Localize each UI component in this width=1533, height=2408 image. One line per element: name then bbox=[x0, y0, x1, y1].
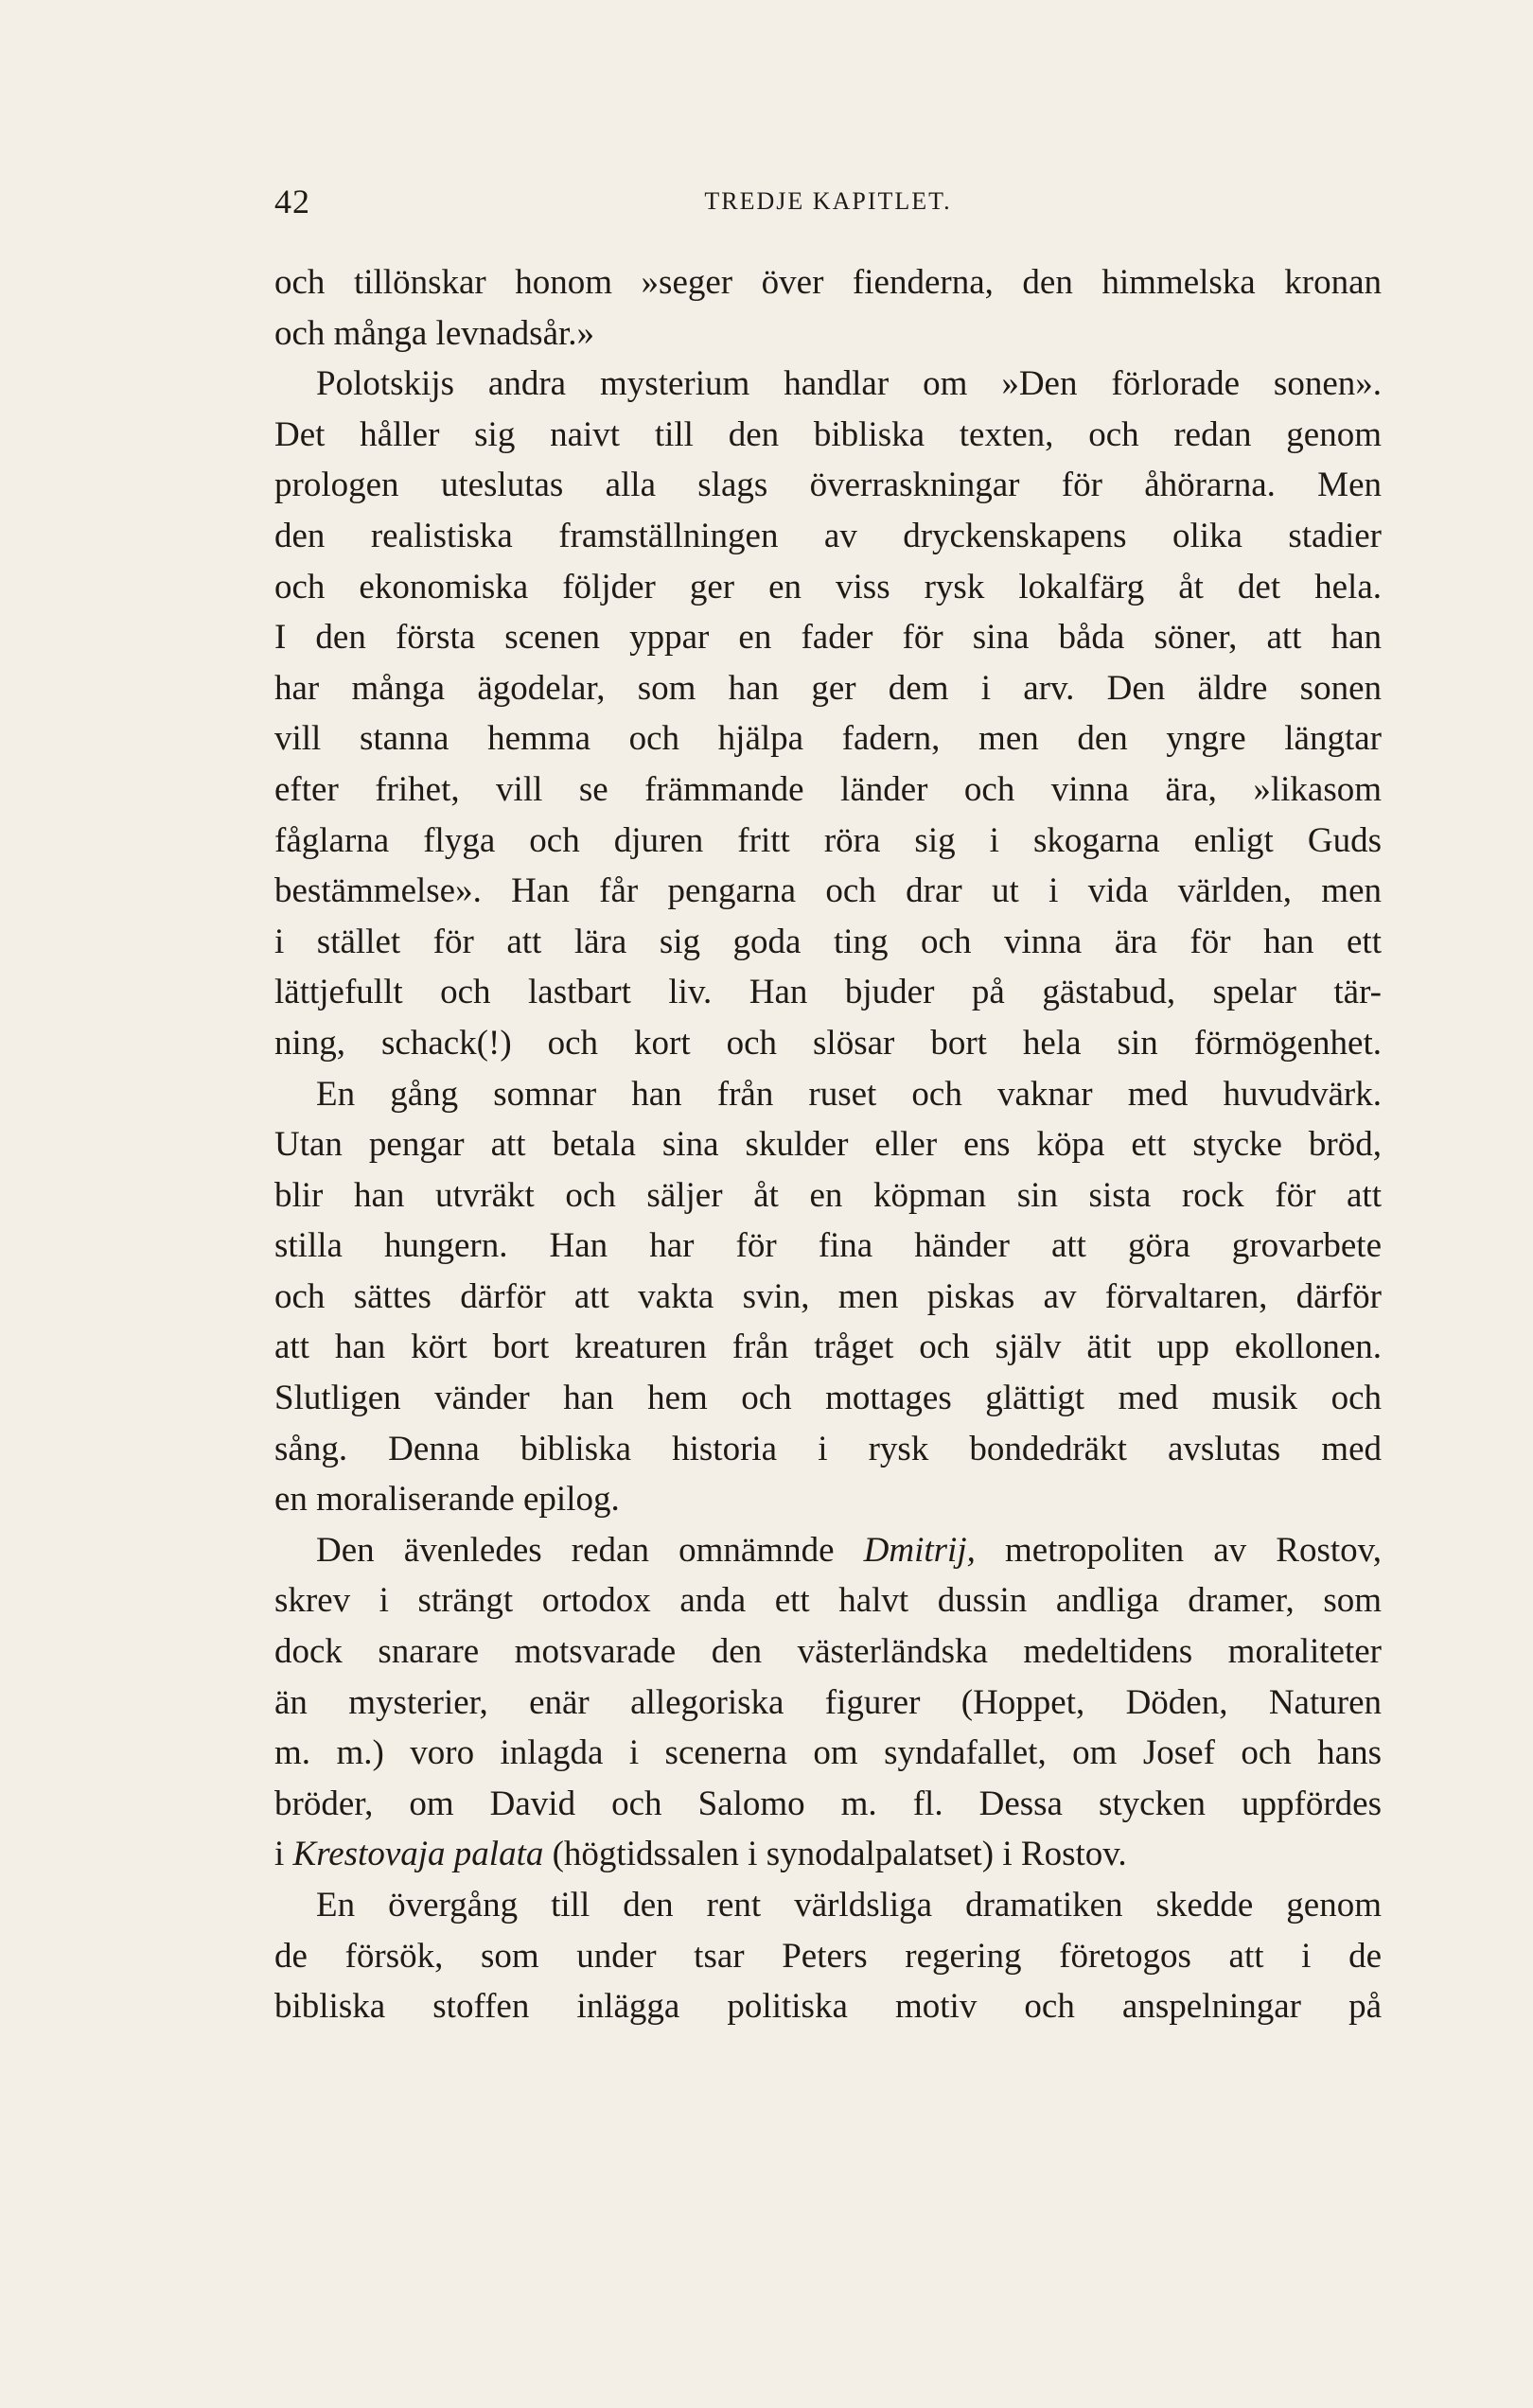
text-line: prologen uteslutas alla slags överraskningar för åhörarna. Men bbox=[274, 466, 1382, 505]
text-line: en moraliserande epilog. bbox=[274, 1480, 620, 1520]
text-line: bröder, om David och Salomo m. fl. Dessa stycken uppfördes bbox=[274, 1784, 1382, 1823]
text-line: Polotskijs andra mysterium handlar om »Den förlorade sonen». bbox=[316, 364, 1382, 404]
text-line: dock snarare motsvarade den västerländska medeltidens moraliteter bbox=[274, 1632, 1382, 1672]
text-line: än mysterier, enär allegoriska figurer (Hoppet, Döden, Naturen bbox=[274, 1682, 1382, 1722]
text-line: Slutligen vänder han hem och mottages glättigt med musik och bbox=[274, 1379, 1382, 1418]
body-text bbox=[274, 257, 1382, 2032]
text-line: och sättes därför att vakta svin, men piskas av förvaltaren, därför bbox=[274, 1276, 1382, 1316]
text-line: och många levnadsår.» bbox=[274, 313, 595, 353]
text-line: En gång somnar han från ruset och vaknar med huvudvärk. bbox=[316, 1074, 1382, 1114]
text-line: lättjefullt och lastbart liv. Han bjuder på gästabud, spelar tär- bbox=[274, 973, 1382, 1012]
text-line: fåglarna flyga och djuren fritt röra sig i skogarna enligt Guds bbox=[274, 820, 1382, 860]
text-line: Utan pengar att betala sina skulder eller ens köpa ett stycke bröd, bbox=[274, 1125, 1382, 1165]
text-line: En övergång till den rent världsliga dramatiken skedde genom bbox=[316, 1886, 1382, 1925]
chapter-title: TREDJE KAPITLET. bbox=[704, 187, 952, 215]
text-line: Det håller sig naivt till den bibliska texten, och redan genom bbox=[274, 414, 1382, 454]
text-line: m. m.) voro inlagda i scenerna om syndafallet, om Josef och hans bbox=[274, 1733, 1382, 1773]
text-line bbox=[274, 1525, 1382, 1576]
text-run: metropoliten av Rostov, bbox=[975, 1530, 1382, 1570]
text-line: bibliska stoffen inlägga politiska motiv och anspelningar på bbox=[274, 1987, 1382, 2027]
text-line: har många ägodelar, som han ger dem i arv. Den äldre sonen bbox=[274, 668, 1382, 708]
person-name-italic: Dmitrij, bbox=[863, 1530, 976, 1570]
text-line: de försök, som under tsar Peters regering företogos att i de bbox=[274, 1936, 1382, 1976]
text-line: bestämmelse». Han får pengarna och drar ut i vida världen, men bbox=[274, 871, 1382, 911]
page-number: 42 bbox=[274, 183, 310, 220]
text-line: efter frihet, vill se främmande länder och vinna ära, »likasom bbox=[274, 769, 1382, 809]
text-line: I den första scenen yppar en fader för sina båda söner, att han bbox=[274, 618, 1382, 658]
text-line: skrev i strängt ortodox anda ett halvt dussin andliga dramer, som bbox=[274, 1581, 1382, 1621]
text-line: i stället för att lära sig goda ting och vinna ära för han ett bbox=[274, 922, 1382, 961]
text-line: vill stanna hemma och hjälpa fadern, men den yngre längtar bbox=[274, 719, 1382, 759]
text-line: och ekonomiska följder ger en viss rysk lokalfärg åt det hela. bbox=[274, 567, 1382, 606]
running-head bbox=[274, 182, 1382, 223]
text-run: Den ävenledes redan omnämnde bbox=[316, 1530, 864, 1570]
place-name-italic: Krestovaja palata bbox=[292, 1835, 544, 1874]
text-line: stilla hungern. Han har för fina händer att göra grovarbete bbox=[274, 1226, 1382, 1266]
text-line: den realistiska framställningen av dryckenskapens olika stadier bbox=[274, 516, 1382, 555]
text-run: (högtidssalen i synodalpalatset) i Rostov. bbox=[543, 1835, 1127, 1874]
text-line: blir han utvräkt och säljer åt en köpman sin sista rock för att bbox=[274, 1175, 1382, 1215]
text-run: i bbox=[274, 1835, 293, 1874]
text-line: sång. Denna bibliska historia i rysk bondedräkt avslutas med bbox=[274, 1429, 1382, 1468]
text-line: och tillönskar honom »seger över fienderna, den himmelska kronan bbox=[274, 263, 1382, 302]
text-line: att han kört bort kreaturen från tråget och själv ätit upp ekollonen. bbox=[274, 1327, 1382, 1367]
text-line bbox=[274, 1829, 1382, 1880]
text-line: ning, schack(!) och kort och slösar bort hela sin förmögenhet. bbox=[274, 1023, 1382, 1063]
